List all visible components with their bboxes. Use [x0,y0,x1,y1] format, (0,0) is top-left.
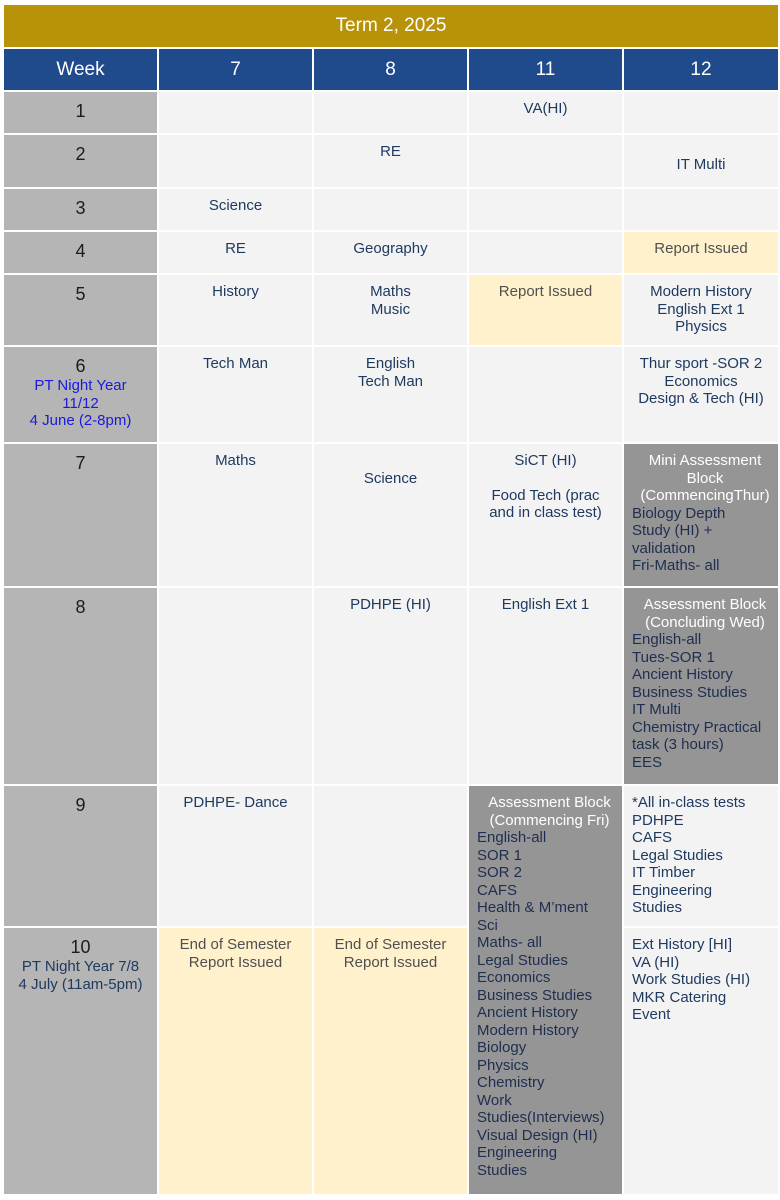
event-text: IT Multi [676,156,726,174]
event-text: Economics [477,969,551,986]
event-text: SOR 1 [477,846,523,864]
event-text: Tues-SOR 1 [632,648,715,666]
table-row [4,189,778,230]
header-year-7: 7 [159,49,312,90]
year-7-cell [159,786,312,926]
year-11-cell [469,189,622,230]
event-text: IT Multi [632,701,681,718]
week-number: 3 [75,198,86,218]
event-text: End of Semester [334,936,447,953]
year-7-cell [159,347,312,442]
week-number: 9 [75,795,86,815]
week-cell [4,786,157,926]
week-number: 10 [70,937,91,957]
event-text: Maths [215,452,256,469]
event-text: Study (HI) + [632,522,713,539]
event-text: Business Studies [632,683,748,701]
event-text: CAFS [477,881,518,899]
year-7-cell [159,928,312,1194]
year-8-cell [314,588,467,784]
event-text: Report Issued [343,953,438,971]
year-7-cell [159,232,312,273]
year-12-cell [624,444,778,586]
week-cell [4,347,157,442]
pt-night-note: 4 June (2-8pm) [29,412,132,429]
event-text: Tech Man [357,372,424,390]
event-text: validation [632,539,696,557]
table-row [4,135,778,187]
assessment-block-heading: Assessment Block [643,596,767,613]
year-11-cell [469,135,622,187]
week-cell [4,928,157,1194]
year-8-cell [314,928,467,1194]
year-12-cell [624,928,778,1194]
event-text: Business Studies [477,986,593,1004]
week-number: 7 [75,453,86,473]
event-text: Visual Design (HI) [477,1126,598,1144]
event-text: task (3 hours) [632,736,724,753]
pt-night-note: 11/12 [62,394,99,412]
event-text: MKR Catering [632,988,727,1006]
event-text: PDHPE (HI) [350,596,431,613]
event-text: Science [363,470,418,487]
table-row [4,588,778,784]
assessment-block-heading: (Concluding Wed) [645,613,765,631]
assessment-block-heading: Mini Assessment [648,452,762,469]
event-text: Chemistry Practical [632,718,762,736]
event-text: Studies(Interviews) [477,1109,605,1126]
week-number: 8 [75,597,86,617]
year-8-cell [314,347,467,442]
year-11-cell [469,347,622,442]
term-title: Term 2, 2025 [4,5,778,47]
event-text: Maths [370,283,411,300]
event-text: RE [380,143,401,160]
event-text: Thur sport -SOR 2 [639,355,763,372]
event-text: End of Semester [179,936,292,953]
assessment-block-heading: Assessment Block [488,794,611,811]
week-number: 6 [75,356,86,376]
table-row [4,275,778,345]
year-12-cell [624,347,778,442]
pt-night-note: 4 July (11am-5pm) [18,975,143,993]
year-8-cell [314,135,467,187]
event-text: Biology Depth [632,504,726,522]
event-text: Event [632,1006,671,1023]
year-8-cell [314,444,467,586]
event-text: Sci [477,916,498,934]
event-text: *All in-class tests [632,794,746,811]
table-row [4,444,778,586]
event-text: Science [208,197,263,214]
event-text: Biology [477,1039,527,1056]
event-text: RE [225,240,246,257]
year-12-cell [624,232,778,273]
event-text: Geography [353,240,428,257]
event-text: IT Timber [632,864,696,881]
week-cell [4,275,157,345]
year-11-cell [469,588,622,784]
year-8-cell [314,189,467,230]
year-8-cell [314,275,467,345]
week-cell [4,444,157,586]
event-text: English Ext 1 [501,596,590,613]
event-text: PDHPE- Dance [183,794,288,811]
header-week: Week [4,49,157,90]
header-year-11: 11 [469,49,622,90]
event-text: Studies [477,1161,528,1179]
year-11-cell [469,786,622,1194]
event-text: Economics [664,372,738,390]
year-11-cell [469,92,622,133]
year-8-cell [314,786,467,926]
event-text: Ancient History [632,666,733,683]
event-text: Legal Studies [477,951,568,969]
event-text: Chemistry [477,1074,545,1091]
event-text: and in class test) [489,504,602,521]
event-text: Food Tech (prac [491,486,600,504]
event-text: English [365,355,416,372]
event-text: Health & M’ment [477,899,588,916]
assessment-block-heading: (Commencing Fri) [489,811,610,829]
pt-night-note: PT Night Year [34,377,127,394]
year-7-cell [159,444,312,586]
table-row [4,786,778,926]
event-text: Physics [675,318,727,335]
event-text: PDHPE [632,811,684,829]
year-12-cell [624,135,778,187]
year-8-cell [314,232,467,273]
year-11-cell [469,275,622,345]
event-text: Ancient History [477,1004,578,1021]
week-cell [4,189,157,230]
year-11-cell [469,232,622,273]
event-text: Engineering [477,1144,558,1161]
table-row [4,92,778,133]
event-text: English-all [477,829,547,846]
week-number: 2 [75,144,86,164]
event-text: Work Studies (HI) [632,971,751,988]
year-12-cell [624,786,778,926]
table-row [4,347,778,442]
year-7-cell [159,135,312,187]
event-text: Music [370,300,411,318]
year-12-cell [624,588,778,784]
assessment-block-heading: Block [686,469,724,487]
week-cell [4,92,157,133]
week-number: 4 [75,241,86,261]
week-cell [4,232,157,273]
year-7-cell [159,588,312,784]
year-12-cell [624,92,778,133]
term-calendar-table [2,47,780,1196]
week-number: 5 [75,284,86,304]
week-cell [4,135,157,187]
event-text: English Ext 1 [657,300,745,318]
pt-night-note: PT Night Year 7/8 [21,958,140,975]
assessment-block-heading: (CommencingThur) [640,487,770,504]
table-row [4,928,778,1194]
header-year-8: 8 [314,49,467,90]
event-text: Work [477,1091,512,1109]
year-12-cell [624,275,778,345]
spacer [469,470,622,487]
event-text: Studies [632,899,683,916]
event-text: SOR 2 [477,864,523,881]
event-text: VA(HI) [523,100,568,117]
event-text: SiCT (HI) [514,452,577,469]
event-text: EES [632,753,663,771]
event-text: Physics [477,1056,529,1074]
table-row [4,232,778,273]
event-text: Modern History [650,283,752,300]
event-text: Ext History [HI] [632,936,733,953]
event-text: CAFS [632,829,673,846]
year-7-cell [159,275,312,345]
year-7-cell [159,92,312,133]
year-8-cell [314,92,467,133]
report-issued-text: Report Issued [498,283,593,300]
event-text: Engineering [632,881,713,899]
report-issued-text: Report Issued [654,240,748,257]
header-year-12: 12 [624,49,778,90]
event-text: History [212,283,259,300]
week-cell [4,588,157,784]
event-text: Report Issued [188,953,283,971]
event-text: Tech Man [202,355,269,372]
event-text: Legal Studies [632,846,723,864]
year-7-cell [159,189,312,230]
header-row [4,49,778,90]
event-text: Modern History [477,1021,579,1039]
event-text: Fri-Maths- all [632,557,720,574]
year-12-cell [624,189,778,230]
event-text: English-all [632,631,702,648]
event-text: Maths- all [477,934,543,951]
event-text: Design & Tech (HI) [638,390,764,407]
event-text: VA (HI) [632,953,680,971]
week-number: 1 [75,101,86,121]
year-11-cell [469,444,622,586]
